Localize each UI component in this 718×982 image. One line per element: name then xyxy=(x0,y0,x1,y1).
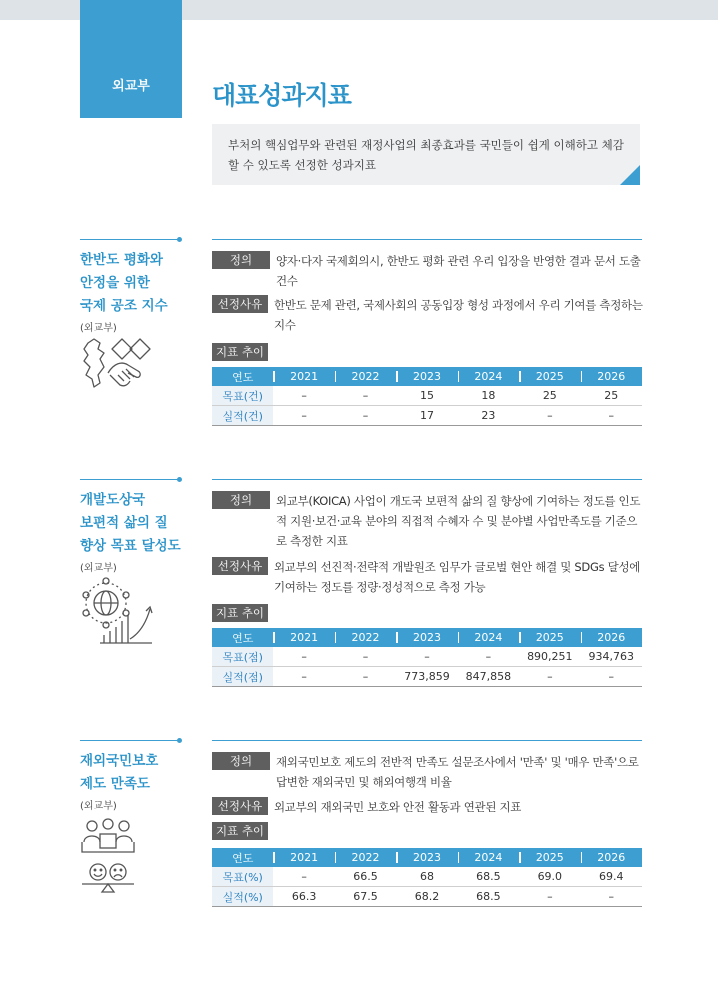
definition-tag: 정의 xyxy=(212,752,270,770)
definition-row xyxy=(212,752,644,792)
table-cell: 69.4 xyxy=(581,867,642,887)
reason-row xyxy=(212,295,644,335)
indicator-title xyxy=(80,489,200,578)
table-header: 2024 xyxy=(458,628,519,647)
reason-tag: 선정사유 xyxy=(212,797,268,815)
table-cell: 69.0 xyxy=(519,867,580,887)
table-cell: – xyxy=(519,667,580,687)
intro-corner-accent xyxy=(620,165,640,185)
indicator-title-line: 보편적 삶의 질 xyxy=(80,515,168,531)
table-header: 2023 xyxy=(396,628,457,647)
indicator-title xyxy=(80,750,200,816)
table-cell: 18 xyxy=(458,386,519,406)
table-cell: 68.5 xyxy=(458,887,519,907)
table-cell: 25 xyxy=(581,386,642,406)
table-cell: – xyxy=(335,667,396,687)
table-header-row xyxy=(212,628,642,647)
table-header: 2025 xyxy=(519,628,580,647)
section-right-rule xyxy=(212,239,642,240)
table-row xyxy=(212,386,642,406)
table-header: 2024 xyxy=(458,848,519,867)
table-cell: – xyxy=(273,667,334,687)
reason-tag: 선정사유 xyxy=(212,295,268,313)
table-header: 연도 xyxy=(212,848,273,867)
table-cell: 67.5 xyxy=(335,887,396,907)
indicator-title-line: 안정을 위한 xyxy=(80,275,150,291)
table-row xyxy=(212,647,642,667)
table-cell: – xyxy=(273,406,334,426)
definition-text: 재외국민보호 제도의 전반적 만족도 설문조사에서 '만족' 및 '매우 만족'으로 답변한 재외국민 및 해외여행객 비율 xyxy=(276,755,639,789)
intro-text: 부처의 핵심업무와 관련된 재정사업의 최종효과를 국민들이 쉽게 이해하고 체감할 수 있도록 선정한 성과지표 xyxy=(228,138,624,172)
table-cell: – xyxy=(335,406,396,426)
table-row xyxy=(212,887,642,907)
table-cell: 68.2 xyxy=(396,887,457,907)
table-header: 2023 xyxy=(396,367,457,386)
table-header: 2026 xyxy=(581,848,642,867)
table-cell: 66.5 xyxy=(335,867,396,887)
table-cell: 17 xyxy=(396,406,457,426)
row-label: 실적(점) xyxy=(212,667,273,687)
table-cell: – xyxy=(273,867,334,887)
section-right-rule xyxy=(212,479,642,480)
table-cell: 773,859 xyxy=(396,667,457,687)
indicator-title-line: 개발도상국 xyxy=(80,492,146,508)
section-left-rule xyxy=(80,479,180,480)
trend-tag: 지표 추이 xyxy=(212,343,268,361)
table-header: 2021 xyxy=(273,848,334,867)
indicator-title-line: 제도 만족도 xyxy=(80,776,150,792)
definition-row xyxy=(212,251,644,291)
indicator-title-line: 재외국민보호 xyxy=(80,753,159,769)
intro-box xyxy=(212,124,640,185)
definition-text: 외교부(KOICA) 사업이 개도국 보편적 삶의 질 향상에 기여하는 정도를 인도적 지원·보건·교육 분야의 직접적 수혜자 수 및 분야별 사업만족도를 기준으로 측정한 지표 xyxy=(276,494,641,548)
indicator-ministry: (외교부) xyxy=(80,563,117,574)
table-cell: 934,763 xyxy=(581,647,642,667)
page-title: 대표성과지표 xyxy=(212,81,351,110)
table-header-row xyxy=(212,367,642,386)
reason-text: 외교부의 선진적·전략적 개발원조 임무가 글로벌 현안 해결 및 SDGs 달성에 기여하는 정도를 정량·정성적으로 측정 가능 xyxy=(274,560,641,594)
table-header: 2025 xyxy=(519,367,580,386)
row-label: 실적(%) xyxy=(212,887,273,907)
table-cell: 890,251 xyxy=(519,647,580,667)
reason-row xyxy=(212,557,644,597)
table-row xyxy=(212,667,642,687)
table-header: 2021 xyxy=(273,367,334,386)
definition-tag: 정의 xyxy=(212,251,270,269)
reason-text: 한반도 문제 관련, 국제사회의 공동입장 형성 과정에서 우리 기여를 측정하는 지수 xyxy=(274,298,643,332)
table-header: 2026 xyxy=(581,628,642,647)
table-header: 2024 xyxy=(458,367,519,386)
trend-table xyxy=(212,848,642,907)
globe-growth-chart-icon xyxy=(78,575,158,645)
table-cell: – xyxy=(273,647,334,667)
trend-table xyxy=(212,628,642,687)
section-left-rule xyxy=(80,740,180,741)
row-label: 목표(%) xyxy=(212,867,273,887)
indicator-title-line: 향상 목표 달성도 xyxy=(80,538,181,554)
reason-row xyxy=(212,797,644,817)
table-cell: – xyxy=(335,647,396,667)
indicator-title-line: 한반도 평화와 xyxy=(80,252,163,268)
table-cell: 66.3 xyxy=(273,887,334,907)
table-header: 2022 xyxy=(335,367,396,386)
table-header: 2021 xyxy=(273,628,334,647)
table-cell: 15 xyxy=(396,386,457,406)
ministry-tab xyxy=(80,0,182,118)
reason-tag: 선정사유 xyxy=(212,557,268,575)
peace-handshake-icon xyxy=(78,335,158,393)
trend-tag: 지표 추이 xyxy=(212,822,268,840)
satisfaction-survey-icon xyxy=(78,816,138,896)
table-header: 2022 xyxy=(335,848,396,867)
row-label: 실적(건) xyxy=(212,406,273,426)
table-cell: – xyxy=(581,667,642,687)
table-header: 2022 xyxy=(335,628,396,647)
table-header: 연도 xyxy=(212,367,273,386)
section-right-rule xyxy=(212,740,642,741)
table-header: 2026 xyxy=(581,367,642,386)
table-cell: – xyxy=(273,386,334,406)
table-cell: – xyxy=(519,887,580,907)
row-label: 목표(점) xyxy=(212,647,273,667)
table-cell: – xyxy=(581,887,642,907)
table-header-row xyxy=(212,848,642,867)
table-cell: – xyxy=(581,406,642,426)
definition-row xyxy=(212,491,644,551)
indicator-ministry: (외교부) xyxy=(80,801,117,812)
table-header: 2025 xyxy=(519,848,580,867)
table-cell: 68.5 xyxy=(458,867,519,887)
table-cell: 25 xyxy=(519,386,580,406)
table-cell: 847,858 xyxy=(458,667,519,687)
section-left-rule xyxy=(80,239,180,240)
definition-tag: 정의 xyxy=(212,491,270,509)
indicator-title-line: 국제 공조 지수 xyxy=(80,298,168,314)
indicator-ministry: (외교부) xyxy=(80,323,117,334)
table-cell: – xyxy=(335,386,396,406)
indicator-title xyxy=(80,249,200,338)
table-header: 연도 xyxy=(212,628,273,647)
table-cell: 23 xyxy=(458,406,519,426)
trend-table xyxy=(212,367,642,426)
table-header: 2023 xyxy=(396,848,457,867)
table-cell: – xyxy=(519,406,580,426)
table-row xyxy=(212,867,642,887)
trend-tag: 지표 추이 xyxy=(212,604,268,622)
ministry-tab-label: 외교부 xyxy=(112,79,150,94)
table-cell: 68 xyxy=(396,867,457,887)
table-cell: – xyxy=(458,647,519,667)
definition-text: 양자·다자 국제회의시, 한반도 평화 관련 우리 입장을 반영한 결과 문서 도출 건수 xyxy=(276,254,641,288)
row-label: 목표(건) xyxy=(212,386,273,406)
table-cell: – xyxy=(396,647,457,667)
table-row xyxy=(212,406,642,426)
reason-text: 외교부의 재외국민 보호와 안전 활동과 연관된 지표 xyxy=(274,800,522,814)
